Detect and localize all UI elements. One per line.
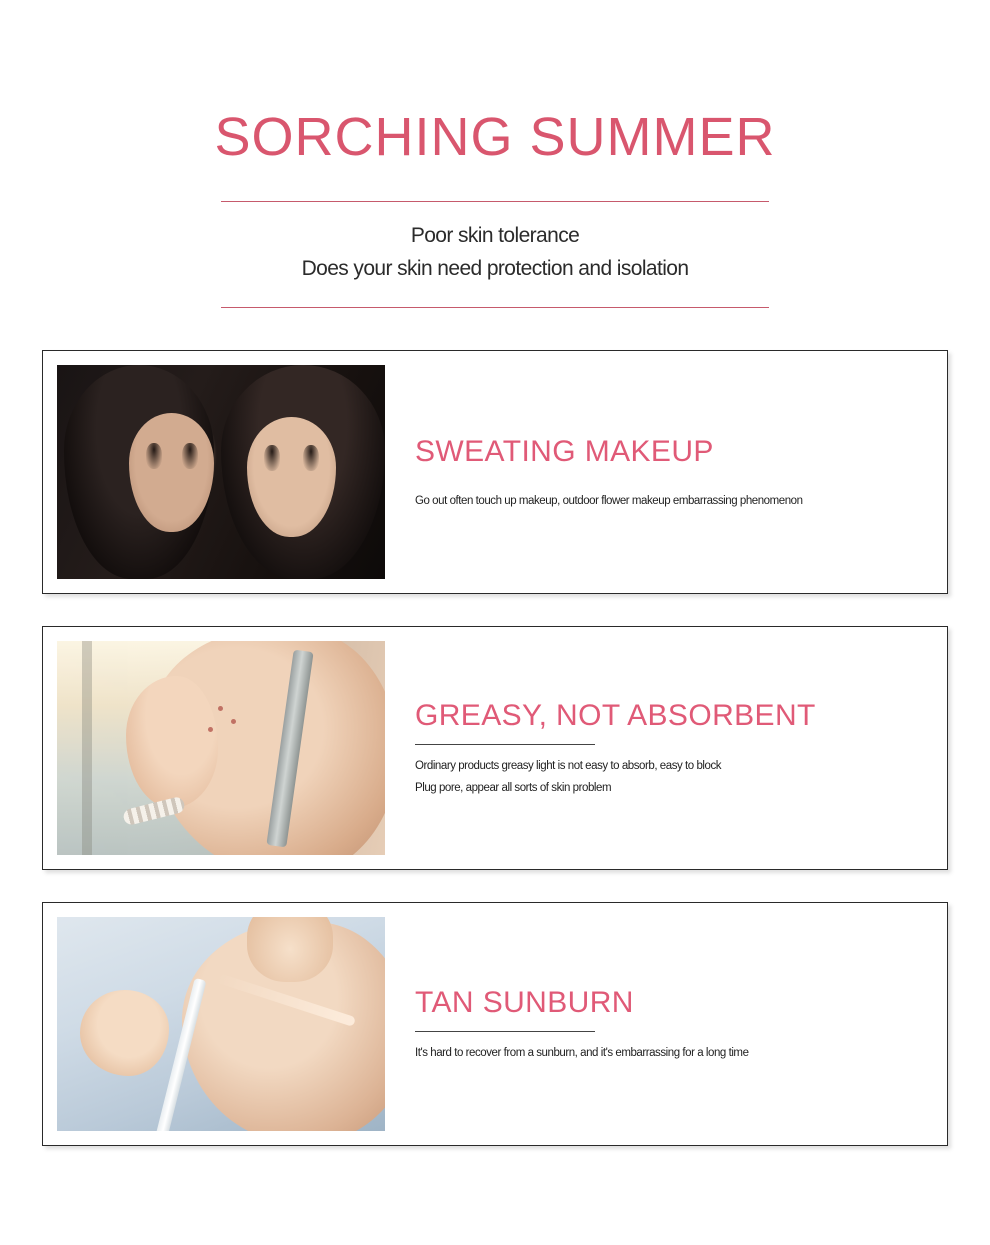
tan-sunburn-photo [57, 917, 385, 1131]
subtitle-line-2: Does your skin need protection and isolation [301, 256, 689, 280]
page-title: SORCHING SUMMER [214, 107, 776, 167]
card-title: SWEATING MAKEUP [415, 434, 714, 468]
page-header [0, 0, 990, 308]
divider-bottom [221, 307, 769, 308]
sweating-makeup-photo [57, 365, 385, 579]
greasy-skin-photo [57, 641, 385, 855]
card-text-line: It's hard to recover from a sunburn, and it's embarrassing for a long time [415, 1047, 749, 1060]
card-text-line: Ordinary products greasy light is not easy to absorb, easy to block [415, 760, 722, 773]
feature-card [42, 626, 948, 870]
card-body [385, 985, 947, 1064]
feature-card-list [0, 350, 990, 1146]
card-title-underline [415, 1031, 595, 1032]
page-subtitle [185, 220, 805, 285]
divider-top [221, 201, 769, 202]
feature-card [42, 350, 948, 594]
card-text-line: Plug pore, appear all sorts of skin problem [415, 781, 612, 794]
card-title: GREASY, NOT ABSORBENT [415, 699, 816, 733]
card-body [385, 698, 947, 798]
card-text-line: Go out often touch up makeup, outdoor flower makeup embarrassing phenomenon [415, 494, 803, 507]
subtitle-line-1: Poor skin tolerance [410, 224, 580, 248]
card-title: TAN SUNBURN [415, 986, 634, 1020]
card-body [385, 434, 947, 512]
card-title-underline [415, 744, 595, 745]
feature-card [42, 902, 948, 1146]
